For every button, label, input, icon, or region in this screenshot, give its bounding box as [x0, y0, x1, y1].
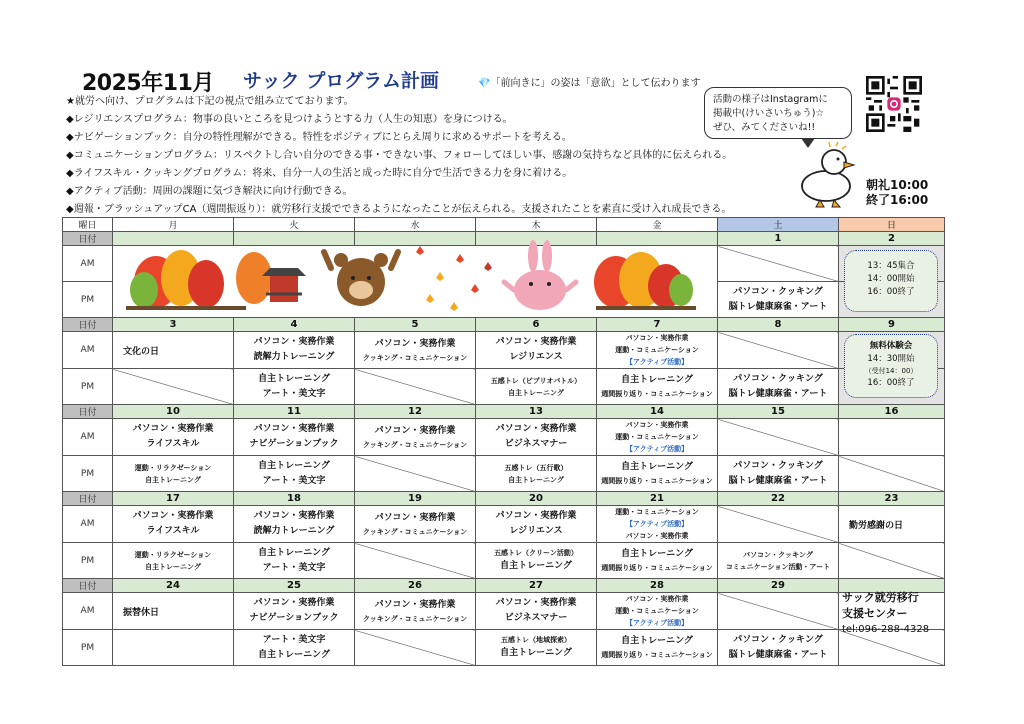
- program-item: 振替休日: [123, 607, 160, 618]
- program-item: 【アクティブ活動】: [625, 358, 689, 366]
- program-cell: [234, 630, 355, 666]
- date-cell: 18: [234, 492, 355, 506]
- program-cell: [839, 419, 945, 456]
- pm-row: [63, 630, 945, 666]
- pm-label: PM: [63, 630, 113, 666]
- date-label: 日付: [63, 405, 113, 419]
- program-cell: [355, 543, 476, 579]
- program-cell: [476, 630, 597, 666]
- bubble-line: 掲載中(けいさいちゅう)☆: [713, 108, 824, 119]
- date-label: 日付: [63, 232, 113, 246]
- program-item: ライフスキル: [146, 439, 200, 449]
- weekday-header-label: 曜日: [63, 218, 113, 232]
- program-item: 自主トレーニング: [621, 462, 693, 472]
- weekday-wed: 水: [355, 218, 476, 232]
- date-cell: 8: [718, 318, 839, 332]
- program-item: ナビゲーションブック: [249, 613, 339, 623]
- program-cell: [597, 419, 718, 456]
- program-item: パソコン・実務作業: [625, 595, 689, 603]
- program-item: 自主トレーニング: [145, 475, 201, 484]
- program-item: 運動・リラクゼーション: [134, 463, 212, 472]
- program-item: 自主トレーニング: [258, 373, 330, 384]
- falling-leaves-icon: [416, 246, 492, 311]
- am-label: AM: [63, 419, 113, 456]
- weekday-fri: 金: [597, 218, 718, 232]
- program-cell: [839, 456, 945, 492]
- program-item: パソコン・実務作業: [625, 334, 689, 342]
- motto-text: 💎「前向きに」の姿は「意欲」として伝わります: [478, 78, 701, 89]
- program-cell: [234, 332, 355, 369]
- program-item: 五感トレ（地域探索）: [501, 636, 571, 644]
- am-label: AM: [63, 593, 113, 630]
- program-item: アート・美文字: [262, 388, 326, 399]
- date-cell: 9: [839, 318, 945, 332]
- morning-meeting-time: 朝礼10:00: [866, 178, 929, 192]
- event-line: （受付14：00）: [864, 367, 918, 375]
- program-cell: [355, 369, 476, 405]
- program-cell: [355, 506, 476, 543]
- program-item: 週間振り返り・コミュニケーション: [601, 564, 713, 572]
- date-cell: 23: [839, 492, 945, 506]
- program-item: 運動・リラクゼーション: [134, 550, 212, 559]
- program-item: 自主トレーニング: [258, 649, 330, 660]
- program-cell: [113, 419, 234, 456]
- program-item: 運動・コミュニケーション: [615, 346, 699, 354]
- date-cell: 3: [113, 318, 234, 332]
- program-item: クッキング・コミュニケーション: [362, 527, 468, 536]
- intro-line: ◆アクティブ活動：周囲の課題に気づき解決に向け行動できる。: [66, 186, 353, 197]
- program-cell: [476, 419, 597, 456]
- program-cell: [355, 332, 476, 369]
- program-cell: [718, 543, 839, 579]
- program-cell: [597, 593, 718, 630]
- program-item: パソコン・実務作業: [374, 512, 456, 523]
- date-cell: 27: [476, 579, 597, 593]
- date-cell: 16: [839, 405, 945, 419]
- center-info: [842, 590, 929, 638]
- program-item: 五感トレ（五行歌）: [504, 463, 568, 472]
- program-item: アート・美文字: [262, 634, 326, 645]
- date-cell: 24: [113, 579, 234, 593]
- intro-line: ◆コミュニケーションプログラム：リスペクトし合い自分のできる事・できない事、フォローしてほしい事、感謝の気持ちなど具体的に伝えられる。: [66, 150, 733, 161]
- pm-label: PM: [63, 456, 113, 492]
- program-item: 【アクティブ活動】: [625, 520, 689, 528]
- autumn-illustration: [126, 238, 716, 316]
- program-item: 週間振り返り・コミュニケーション: [601, 651, 713, 659]
- program-cell: [718, 282, 839, 318]
- date-cell: 15: [718, 405, 839, 419]
- pm-label: PM: [63, 282, 113, 318]
- program-cell: [597, 630, 718, 666]
- bubble-line: 活動の様子はInstagramに: [713, 94, 828, 105]
- date-row: [63, 492, 945, 506]
- program-item: 【アクティブ活動】: [625, 445, 689, 453]
- program-cell: [718, 332, 839, 369]
- date-label: 日付: [63, 318, 113, 332]
- event-bubble-nov9: [844, 334, 938, 398]
- program-item: ビジネスマナー: [504, 613, 568, 623]
- program-cell: [476, 543, 597, 579]
- am-label: AM: [63, 506, 113, 543]
- program-item: 五感トレ（ビブリオバトル）: [490, 376, 582, 385]
- program-item: パソコン・実務作業: [625, 532, 689, 540]
- program-item: ライフスキル: [146, 526, 200, 536]
- am-label: AM: [63, 332, 113, 369]
- am-row: [63, 506, 945, 543]
- program-item: パソコン・実務作業: [132, 424, 214, 434]
- program-item: パソコン・クッキング: [733, 373, 823, 384]
- closing-time: 終了16:00: [866, 193, 929, 207]
- program-item: 脳トレ健康麻雀・アート: [728, 475, 828, 486]
- program-item: 自主トレーニング: [258, 547, 330, 558]
- instagram-speech-bubble: [704, 87, 852, 139]
- program-cell: [718, 246, 839, 282]
- program-item: 五感トレ（クリーン活動）: [494, 549, 578, 557]
- program-item: 運動・コミュニケーション: [615, 508, 699, 516]
- program-item: 自主トレーニング: [621, 549, 693, 559]
- program-item: 運動・コミュニケーション: [615, 607, 699, 615]
- bubble-line: ぜひ、みてくださいね!!: [713, 122, 816, 133]
- program-cell: [234, 543, 355, 579]
- program-item: レジリエンス: [509, 526, 563, 536]
- program-item: 脳トレ健康麻雀・アート: [728, 388, 828, 399]
- program-item: 脳トレ健康麻雀・アート: [728, 649, 828, 660]
- date-cell: 1: [718, 232, 839, 246]
- program-cell: [597, 369, 718, 405]
- program-item: パソコン・クッキング: [733, 460, 823, 471]
- page-title: 2025年11月: [82, 71, 214, 96]
- program-cell: [597, 456, 718, 492]
- date-cell: 17: [113, 492, 234, 506]
- program-cell: [718, 369, 839, 405]
- date-cell: 25: [234, 579, 355, 593]
- pm-row: [63, 543, 945, 579]
- autumn-trees-icon: [126, 250, 246, 310]
- center-name: サック就労移行: [842, 591, 919, 604]
- program-cell: [718, 630, 839, 666]
- date-cell: 19: [355, 492, 476, 506]
- date-cell: 22: [718, 492, 839, 506]
- program-item: レジリエンス: [509, 352, 563, 362]
- program-cell: [476, 593, 597, 630]
- weekday-thu: 木: [476, 218, 597, 232]
- program-item: 自主トレーニング: [145, 562, 201, 571]
- intro-line: ◆ナビゲーションブック：自分の特性理解ができる。特性をポジティブにとらえ周りに求めるサポートを考える。: [66, 132, 572, 143]
- program-cell: [113, 369, 234, 405]
- program-item: パソコン・クッキング: [733, 286, 823, 297]
- program-cell: [113, 593, 234, 630]
- date-cell: 4: [234, 318, 355, 332]
- date-cell: 13: [476, 405, 597, 419]
- program-cell: [234, 456, 355, 492]
- program-item: パソコン・実務作業: [495, 511, 577, 521]
- bear-mascot-icon: [324, 252, 398, 306]
- date-cell: 11: [234, 405, 355, 419]
- hours-info: [866, 178, 928, 208]
- date-cell: 7: [597, 318, 718, 332]
- program-cell: [355, 593, 476, 630]
- program-subtitle: サック プログラム計画: [243, 70, 440, 92]
- pm-row: [63, 369, 945, 405]
- date-cell: 14: [597, 405, 718, 419]
- event-line: 16：00終了: [867, 287, 915, 297]
- program-item: 読解力トレーニング: [253, 352, 335, 362]
- program-item: パソコン・実務作業: [625, 421, 689, 429]
- date-row: [63, 579, 945, 593]
- program-item: ビジネスマナー: [504, 439, 568, 449]
- program-item: パソコン・クッキング: [733, 634, 823, 645]
- program-item: ナビゲーションブック: [249, 439, 339, 449]
- program-cell: [718, 456, 839, 492]
- program-item: パソコン・実務作業: [495, 337, 577, 347]
- program-item: パソコン・実務作業: [495, 424, 577, 434]
- program-item: アート・美文字: [262, 562, 326, 573]
- event-line: 14：30開始: [867, 354, 915, 364]
- date-cell: 29: [718, 579, 839, 593]
- instagram-qr-code-icon[interactable]: [866, 76, 922, 132]
- program-cell: [234, 369, 355, 405]
- center-name-2: 支援センター: [842, 607, 908, 620]
- date-row: [63, 405, 945, 419]
- program-cell: [113, 630, 234, 666]
- program-item: 自主トレーニング: [500, 648, 572, 658]
- date-cell: 2: [839, 232, 945, 246]
- weekday-tue: 火: [234, 218, 355, 232]
- date-cell: 21: [597, 492, 718, 506]
- date-cell: 6: [476, 318, 597, 332]
- program-cell: [476, 332, 597, 369]
- program-item: 勤労感謝の日: [849, 520, 904, 531]
- rabbit-mascot-icon: [504, 240, 576, 310]
- program-cell: [718, 506, 839, 543]
- event-line: 16：00終了: [867, 378, 915, 388]
- date-cell: 5: [355, 318, 476, 332]
- program-cell: [476, 369, 597, 405]
- program-cell: [839, 543, 945, 579]
- pm-label: PM: [63, 369, 113, 405]
- program-item: 読解力トレーニング: [253, 526, 335, 536]
- program-item: アート・美文字: [262, 475, 326, 486]
- am-row: [63, 332, 945, 369]
- program-item: パソコン・実務作業: [374, 599, 456, 610]
- program-cell: [234, 506, 355, 543]
- program-cell: [476, 456, 597, 492]
- program-item: パソコン・実務作業: [253, 511, 335, 521]
- phone-number[interactable]: tel:096-288-4328: [842, 624, 930, 635]
- program-cell: [113, 332, 234, 369]
- program-cell: [234, 593, 355, 630]
- program-cell: [234, 419, 355, 456]
- program-cell: [355, 456, 476, 492]
- program-item: 自主トレーニング: [621, 636, 693, 646]
- program-item: パソコン・実務作業: [253, 424, 335, 434]
- trial-event-title: 無料体験会: [869, 341, 913, 351]
- program-item: 自主トレーニング: [621, 375, 693, 385]
- program-cell: [597, 332, 718, 369]
- program-item: 週間振り返り・コミュニケーション: [601, 390, 713, 398]
- event-line: 14：00開始: [867, 274, 915, 284]
- program-item: クッキング・コミュニケーション: [362, 440, 468, 449]
- am-row: [63, 593, 945, 630]
- intro-line: ◆ライフスキル・クッキングプログラム：将来、自分一人の生活と成った時に自分で生活できる力を身に着ける。: [66, 168, 573, 179]
- program-cell: [113, 543, 234, 579]
- intro-line: ◆週報・ブラッシュアップCA（週間振返り）：就労移行支援でできるようになったことが伝えられる。支援されたことを素直に受け入れ成長できる。: [66, 204, 732, 215]
- program-item: 文化の日: [123, 346, 160, 357]
- program-item: 自主トレーニング: [508, 388, 564, 397]
- pm-label: PM: [63, 543, 113, 579]
- am-row: [63, 419, 945, 456]
- program-item: パソコン・実務作業: [495, 598, 577, 608]
- pm-row: [63, 456, 945, 492]
- intro-line: ★就労へ向け、プログラムは下記の視点で組み立てております。: [66, 96, 354, 107]
- program-cell: [355, 419, 476, 456]
- program-item: クッキング・コミュニケーション: [362, 353, 468, 362]
- program-cell: [718, 419, 839, 456]
- program-item: 自主トレーニング: [508, 475, 564, 484]
- date-label: 日付: [63, 579, 113, 593]
- program-cell: [113, 506, 234, 543]
- program-item: パソコン・実務作業: [132, 511, 214, 521]
- program-item: 運動・コミュニケーション: [615, 433, 699, 441]
- date-label: 日付: [63, 492, 113, 506]
- weekday-sat: 土: [718, 218, 839, 232]
- program-item: 【アクティブ活動】: [625, 619, 689, 627]
- program-cell: [718, 593, 839, 630]
- program-item: パソコン・実務作業: [253, 337, 335, 347]
- weekday-mon: 月: [113, 218, 234, 232]
- date-row: [63, 318, 945, 332]
- program-item: 自主トレーニング: [500, 561, 572, 571]
- intro-line: ◆レジリエンスプログラム：物事の良いところを見つけようとする力（人生の知恵）を身につける。: [66, 114, 513, 125]
- program-cell: [355, 630, 476, 666]
- program-cell: [113, 456, 234, 492]
- program-item: パソコン・実務作業: [253, 598, 335, 608]
- program-cell: [839, 506, 945, 543]
- program-item: 週間振り返り・コミュニケーション: [601, 477, 713, 485]
- program-item: 自主トレーニング: [258, 460, 330, 471]
- autumn-trees-right-icon: [594, 252, 696, 310]
- program-cell: [597, 543, 718, 579]
- date-cell: 10: [113, 405, 234, 419]
- date-cell: 12: [355, 405, 476, 419]
- program-item: パソコン・クッキング: [743, 550, 813, 559]
- event-bubble-nov2: [844, 250, 938, 312]
- program-cell: [597, 506, 718, 543]
- program-item: コミュニケーション活動・アート: [725, 562, 831, 571]
- date-cell: 26: [355, 579, 476, 593]
- program-cell: [476, 506, 597, 543]
- weekday-sun: 日: [839, 218, 945, 232]
- temple-icon: [236, 252, 306, 304]
- duck-mascot-icon: [796, 140, 858, 210]
- program-item: パソコン・実務作業: [374, 425, 456, 436]
- program-item: パソコン・実務作業: [374, 338, 456, 349]
- event-line: 13：45集合: [867, 261, 915, 271]
- program-item: クッキング・コミュニケーション: [362, 614, 468, 623]
- date-cell: 28: [597, 579, 718, 593]
- am-label: AM: [63, 246, 113, 282]
- date-cell: 20: [476, 492, 597, 506]
- program-item: 脳トレ健康麻雀・アート: [728, 301, 828, 312]
